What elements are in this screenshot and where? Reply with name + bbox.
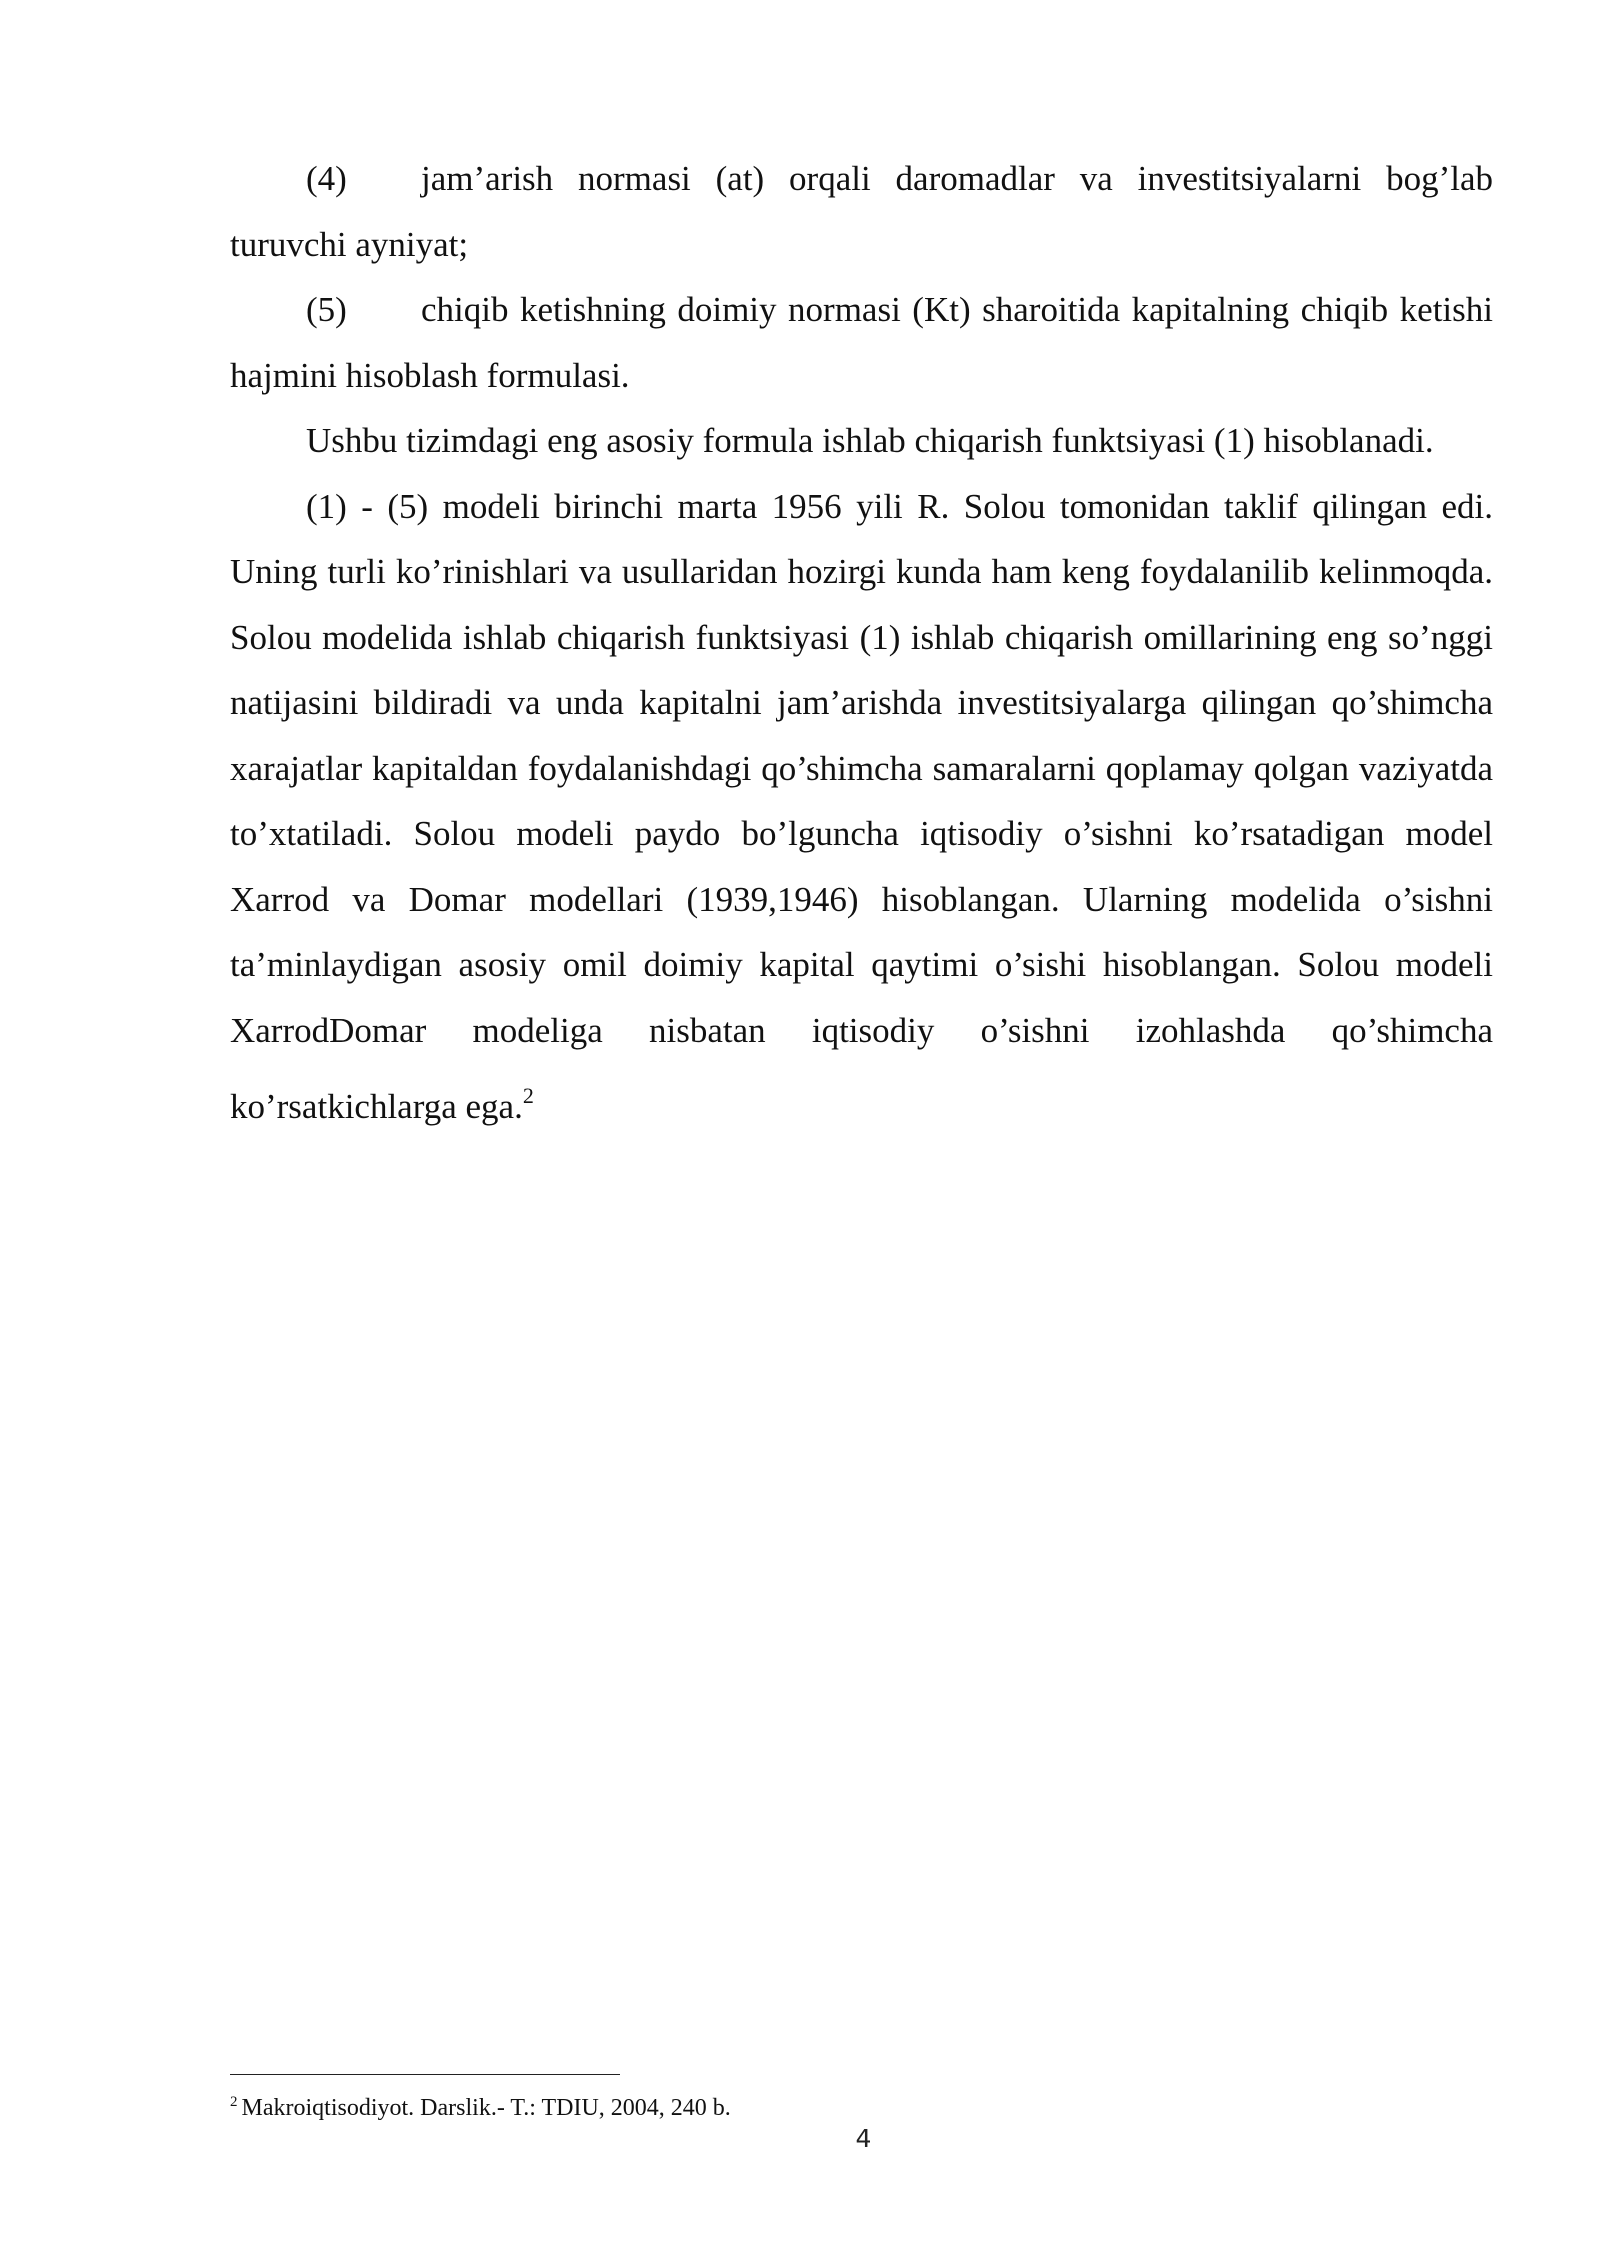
paragraph-text: (1) - (5) modeli birinchi marta 1956 yili R. Solou tomonidan taklif qilingan edi. Uning turli ko’rinishlari va usullaridan hozirgi kunda ham keng foydalanilib kelinmoqda. Solou modelida ishlab chiqarish funktsiyasi (1) ishlab chiqarish omillarining eng so’nggi natijasini bildiradi va unda kapitalni jam’arishda investitsiyalarga qilingan qo’shimcha xarajatlar kapitaldan foydalanishdagi qo’shimcha samaralarni qoplamay qolgan vaziyatda to’xtatiladi. Solou modeli paydo bo’lguncha iqtisodiy o’sishni ko’rsatadigan model Xarrod va Domar modellari (1939,1946) hisoblangan. Ularning modelida o’sishni ta’minlaydigan asosiy omil doimiy kapital qaytimi o’sishi hisoblangan. Solou modeli XarrodDomar modeliga nisbatan iqtisodiy o’sishni izohlashda qo’shimcha ko’rsatkichlarga ega.: [230, 486, 1493, 1126]
list-number: (4): [306, 159, 347, 198]
list-item-4: [230, 146, 1493, 277]
footnote-reference: 2: [522, 1083, 534, 1108]
paragraph-solow-model: [230, 474, 1493, 1140]
page-number: 4: [855, 2124, 872, 2153]
footnote-text: Makroiqtisodiyot. Darslik.- T.: TDIU, 2004, 240 b.: [241, 2095, 731, 2121]
footnote: [230, 2087, 731, 2123]
document-body: [230, 146, 1493, 1140]
paragraph: Ushbu tizimdagi eng asosiy formula ishlab chiqarish funktsiyasi (1) hisoblanadi.: [306, 421, 1434, 460]
footnote-marker: 2: [230, 2094, 238, 2110]
list-item-5: [230, 277, 1493, 408]
list-number: (5): [306, 290, 347, 329]
list-text: chiqib ketishning doimiy normasi (Kt) sharoitida kapitalning chiqib ketishi hajmini hisoblash formulasi.: [230, 290, 1493, 395]
list-text: jam’arish normasi (at) orqali daromadlar va investitsiyalarni bog’lab turuvchi ayniyat;: [230, 159, 1493, 264]
footnote-separator: [230, 2074, 620, 2075]
